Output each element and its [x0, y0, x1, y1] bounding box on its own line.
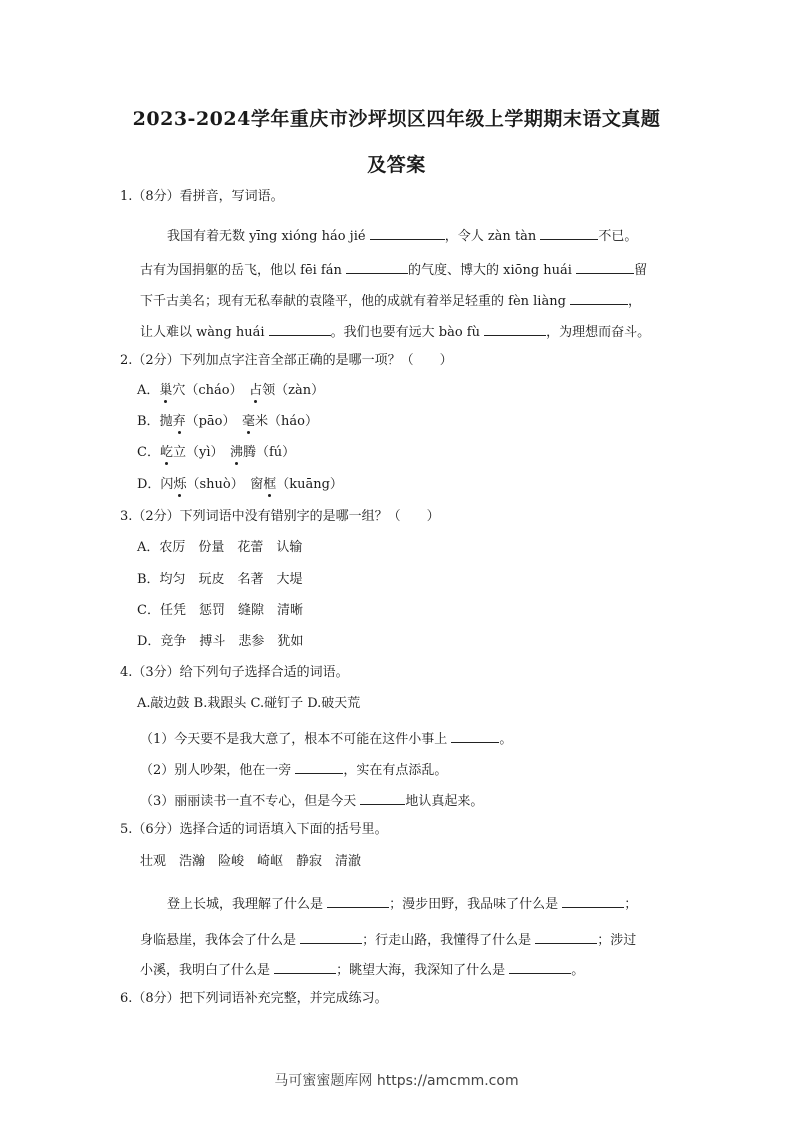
q4-text: ，实在有点添乱。 [343, 763, 448, 778]
answer-blank [562, 894, 624, 908]
q5-text: 。 [571, 963, 585, 978]
q1-paragraph-line-4 [140, 322, 650, 341]
q4-heading: 4.（3分）给下列句子选择合适的词语。 [120, 665, 349, 680]
footer-watermark: 马可蜜蜜题库网 https://amcmm.com [274, 1073, 519, 1089]
q1-text: ，令人 zàn tàn [444, 229, 541, 244]
dotted-char: 屹 [159, 445, 173, 460]
q3-option-a: A．农厉 份量 花蕾 认输 [137, 540, 303, 555]
dotted-char: 烁 [173, 477, 187, 492]
q2-heading: 2.（2分）下列加点字注音全部正确的是哪一项？（ ） [120, 353, 453, 368]
answer-blank [570, 291, 628, 305]
option-text: 立（yì） [172, 445, 230, 460]
option-text: （pāo） [185, 414, 242, 429]
q1-heading: 1.（8分）看拼音，写词语。 [120, 189, 284, 204]
q4-word-options: A.敲边鼓 B.栽跟头 C.碰钉子 D.破天荒 [137, 696, 361, 711]
q5-text: 身临悬崖，我体会了什么是 [140, 933, 301, 948]
q5-word-bank: 壮观 浩瀚 险峻 崎岖 静寂 清澈 [140, 854, 362, 869]
q4-text: （2）别人吵架，他在一旁 [140, 763, 296, 778]
q5-paragraph-line-1 [167, 894, 637, 913]
q4-text: （1）今天要不是我大意了，根本不可能在这件小事上 [140, 732, 452, 747]
dotted-char: 毫 [241, 414, 255, 429]
dotted-char: 占 [249, 383, 263, 398]
answer-blank [451, 729, 499, 743]
answer-blank [269, 322, 331, 336]
answer-blank [370, 226, 445, 240]
q1-text: 不已。 [598, 229, 638, 244]
q1-paragraph-line-2 [140, 260, 647, 279]
q3-option-b: B．均匀 玩皮 名著 大堤 [137, 572, 303, 587]
document-title-line-2: 及答案 [367, 154, 426, 176]
q4-sentence-2 [140, 760, 447, 779]
q1-text: 下千古美名；现有无私奉献的袁隆平，他的成就有着举足轻重的 fèn liàng [140, 294, 571, 309]
q1-text: 。我们也要有远大 bào fù [330, 325, 485, 340]
answer-blank [295, 760, 343, 774]
q1-text: 留 [634, 263, 648, 278]
document-title-line-1: 2023-2024学年重庆市沙坪坝区四年级上学期期末语文真题 [132, 108, 661, 130]
option-text: （shuò） 窗 [186, 477, 264, 492]
option-text: （kuāng） [276, 477, 343, 492]
option-label: D．闪 [137, 477, 174, 492]
q5-text: ； [624, 897, 638, 912]
dotted-char: 沸 [229, 445, 243, 460]
q5-text: 小溪，我明白了什么是 [140, 963, 275, 978]
q1-text: ，为理想而奋斗。 [546, 325, 651, 340]
q5-paragraph-line-2 [140, 930, 636, 949]
answer-blank [540, 226, 598, 240]
q4-text: 。 [499, 732, 513, 747]
q5-heading: 5.（6分）选择合适的词语填入下面的括号里。 [120, 822, 388, 837]
option-label: A． [137, 383, 160, 398]
option-text: 穴（cháo） [172, 383, 250, 398]
q5-paragraph-line-3 [140, 960, 584, 979]
answer-blank [535, 930, 597, 944]
answer-blank [484, 322, 546, 336]
dotted-char: 弃 [172, 414, 186, 429]
answer-blank [300, 930, 362, 944]
option-text: 米（háo） [255, 414, 318, 429]
answer-blank [274, 960, 336, 974]
q1-text: ， [628, 294, 642, 309]
answer-blank [576, 260, 634, 274]
q1-text: 让人难以 wàng huái [140, 325, 269, 340]
q1-text: 的气度、博大的 xiōng huái [408, 263, 577, 278]
q4-sentence-1 [140, 729, 512, 748]
answer-blank [327, 894, 389, 908]
option-text: 腾（fú） [243, 445, 296, 460]
q2-option-c [137, 445, 295, 461]
q4-text: （3）丽丽读书一直不专心，但是今天 [140, 794, 361, 809]
q3-option-d: D．竞争 搏斗 悲参 犹如 [137, 634, 304, 649]
option-text: 领（zàn） [262, 383, 325, 398]
answer-blank [346, 260, 408, 274]
q2-option-d [137, 477, 343, 493]
q5-text: 登上长城，我理解了什么是 [167, 897, 328, 912]
option-label: B．抛 [137, 414, 173, 429]
answer-blank [360, 791, 405, 805]
q3-heading: 3.（2分）下列词语中没有错别字的是哪一组？（ ） [120, 509, 440, 524]
q4-sentence-3 [140, 791, 483, 810]
answer-blank [509, 960, 571, 974]
q2-option-b [137, 414, 318, 430]
option-label: C． [137, 445, 160, 460]
dotted-char: 巢 [159, 383, 173, 398]
q1-text: 我国有着无数 yīng xióng háo jié [167, 229, 370, 244]
q3-option-c: C．任凭 惩罚 缝隙 清晰 [137, 603, 303, 618]
q5-text: ；眺望大海，我深知了什么是 [336, 963, 510, 978]
q5-text: ；行走山路，我懂得了什么是 [362, 933, 536, 948]
q5-text: ；涉过 [597, 933, 637, 948]
q5-text: ；漫步田野，我品味了什么是 [389, 897, 563, 912]
q1-paragraph-line-3 [140, 291, 641, 310]
q6-heading: 6.（8分）把下列词语补充完整，并完成练习。 [120, 991, 388, 1006]
q1-text: 古有为国捐躯的岳飞，他以 fēi fán [140, 263, 346, 278]
q4-text: 地认真起来。 [405, 794, 484, 809]
dotted-char: 框 [263, 477, 277, 492]
q2-option-a [137, 383, 324, 399]
q1-paragraph-line-1 [167, 226, 637, 245]
